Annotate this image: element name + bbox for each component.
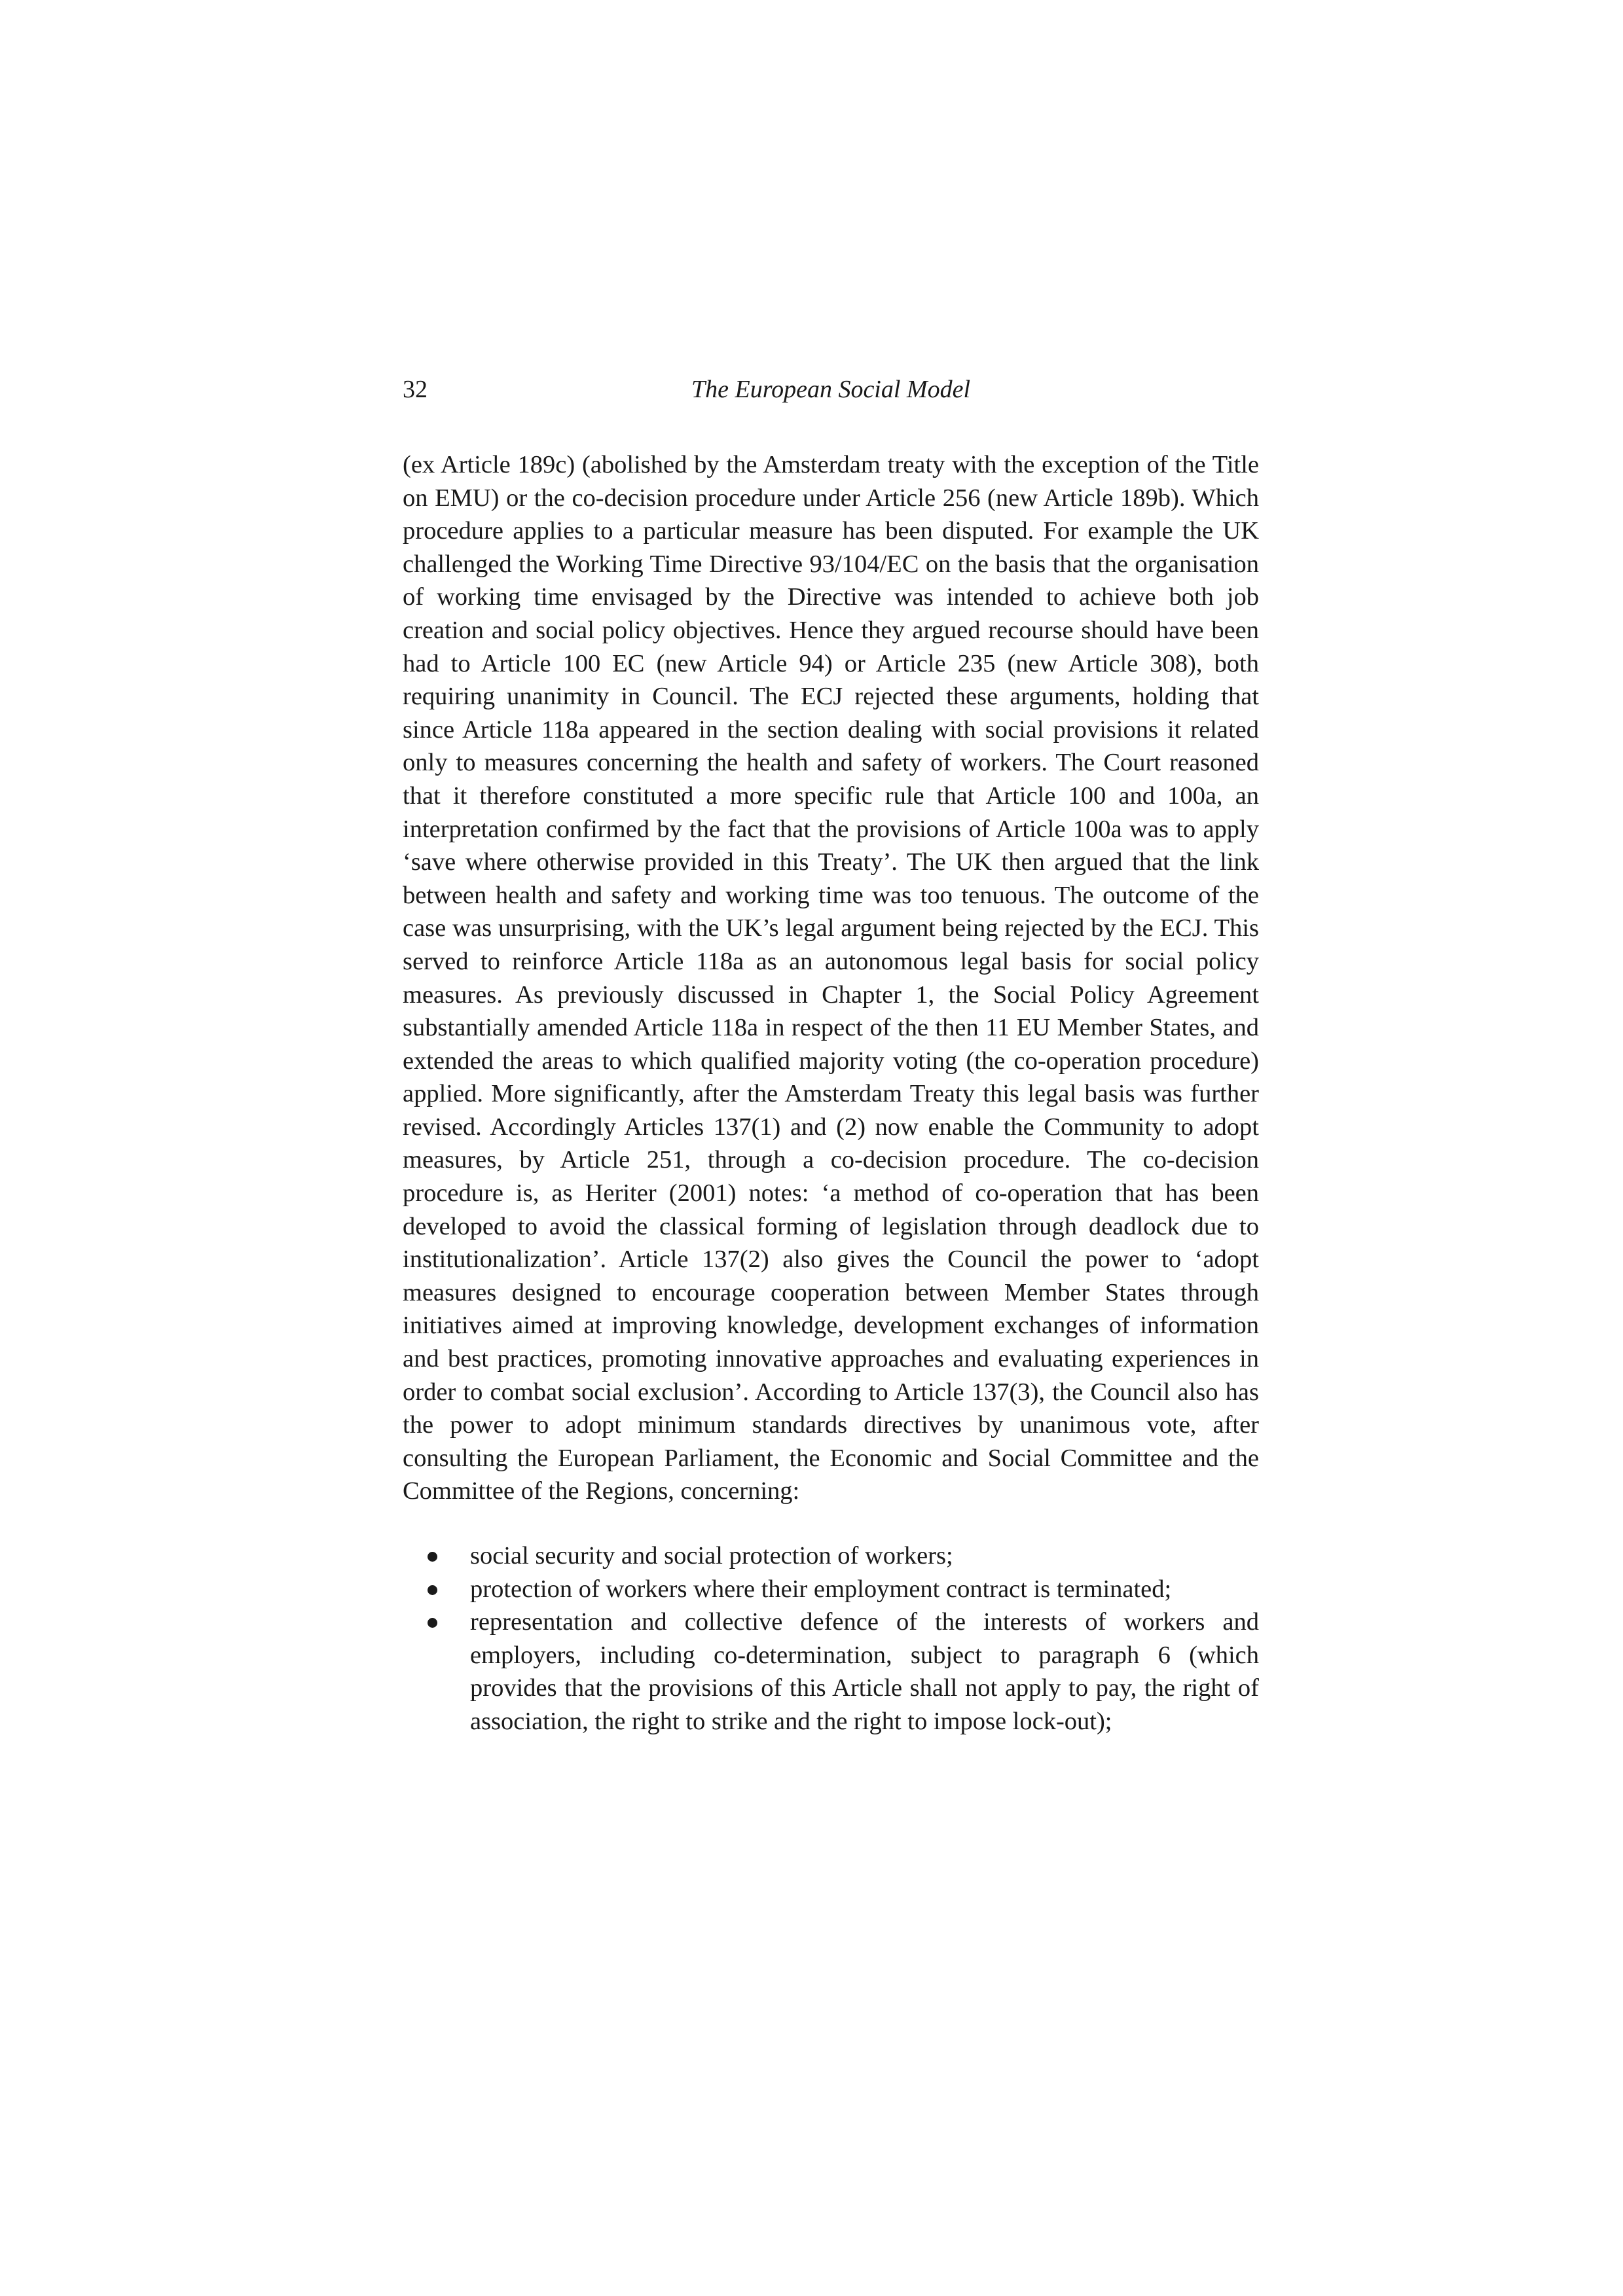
running-head: [403, 370, 1259, 409]
list-item: [403, 1605, 1259, 1738]
book-page: [403, 370, 1259, 1738]
body-text: [403, 448, 1259, 1508]
list-item-text: social security and social protection of workers;: [470, 1542, 953, 1570]
running-title: The European Social Model: [691, 376, 970, 403]
bullet-icon: [428, 1618, 437, 1628]
page-number: 32: [403, 376, 428, 403]
list-item: [403, 1539, 1259, 1573]
body-paragraph: (ex Article 189c) (abolished by the Amsterdam treaty with the exception of the Title on EMU) or the co-decision procedure under Article 256 (new Article 189b). Which procedure applies to a particular measure has been disputed. For example the UK challenged the Working Time Directive 93/104/EC on the basis that the organisation of working time envisaged by the Directive was intended to achieve both job creation and social policy objectives. Hence they argued recourse should have been had to Article 100 EC (new Article 94) or Article 235 (new Article 308), both requiring unanimity in Council. The ECJ rejected these arguments, holding that since Article 118a appeared in the section dealing with social provisions it related only to measures concerning the health and safety of workers. The Court reasoned that it therefore constituted a more specific rule that Article 100 and 100a, an interpretation confirmed by the fact that the provisions of Article 100a was to apply ‘save where otherwise provided in this Treaty’. The UK then argued that the link between health and safety and working time was too tenuous. The outcome of the case was unsurprising, with the UK’s legal argument being rejected by the ECJ. This served to reinforce Article 118a as an autonomous legal basis for social policy measures. As previously discussed in Chapter 1, the Social Policy Agreement substantially amended Article 118a in respect of the then 11 EU Member States, and extended the areas to which qualified majority voting (the co-operation procedure) applied. More significantly, after the Amsterdam Treaty this legal basis was further revised. Accordingly Articles 137(1) and (2) now enable the Community to adopt measures, by Article 251, through a co-decision procedure. The co-decision procedure is, as Heriter (2001) notes: ‘a method of co-operation that has been developed to avoid the classical forming of legislation through deadlock due to institutionalization’. Article 137(2) also gives the Council the power to ‘adopt measures designed to encourage cooperation between Member States through initiatives aimed at improving knowledge, development exchanges of information and best practices, promoting innovative approaches and evaluating experiences in order to combat social exclusion’. According to Article 137(3), the Council also has the power to adopt minimum standards directives by unanimous vote, after consulting the European Parliament, the Economic and Social Committee and the Committee of the Regions, concerning:: [403, 451, 1259, 1505]
bullet-icon: [428, 1585, 437, 1595]
bullet-list: [403, 1539, 1259, 1738]
bullet-icon: [428, 1552, 437, 1562]
list-item: [403, 1573, 1259, 1606]
list-item-text: representation and collective defence of the interests of workers and employers, including co-determination, subject to paragraph 6 (which provides that the provisions of this Article shall not apply to pay, the right of association, the right to strike and the right to impose lock-out);: [470, 1608, 1259, 1735]
list-item-text: protection of workers where their employment contract is terminated;: [470, 1575, 1172, 1603]
